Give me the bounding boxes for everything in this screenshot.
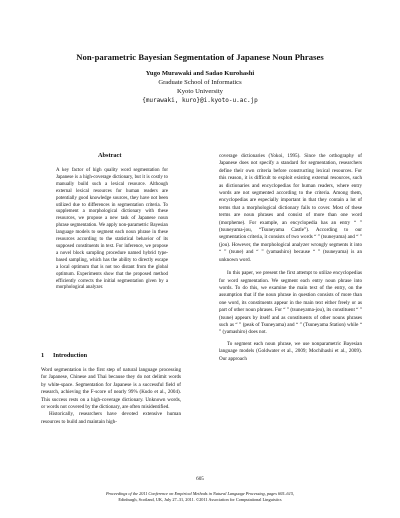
intro-paragraph-2: Historically, researchers have devoted extensive human resources to build and maintain high- (41, 411, 181, 425)
right-paragraph-2: In this paper, we present the first attempt to utilize encyclopedias for word segmentation. We segment each entry noun phrase into words. To do this, we examine the main text of the entry, on the assumption that if the noun phrase in question consists of more than one word, its constituents appear in the main text either freely or as part of other noun phrases. For “ ” (tsuneyama-jou), its constituent “ ” (tsune) appears by itself and as constituents of other nouns phrases such as “ ” (peak of Tsuneyama) and “ ” (Tsuneyama Station) while “ ” (yamashiro) does not. (219, 270, 362, 336)
footer-line-1: Proceedings of the 2011 Conference on Empirical Methods in Natural Language Processing, pages 605–615, (105, 491, 295, 496)
proceedings-footer (40, 491, 360, 503)
abstract-heading: Abstract (98, 152, 122, 159)
section-title: Introduction (53, 352, 88, 359)
abstract-text: A key factor of high quality word segmentation for Japanese is a high-coverage dictionary, but it is costly to manually build such a lexical resource. Although external lexical resources for human readers are potentially good knowledge sources, they have not been utilized due to differences in segmentation criteria. To supplement a morphological dictionary with these resources, we propose a new task of Japanese noun phrase segmentation. We apply non-parametric Bayesian language models to segment each noun phrase in these resources according to the statistical behavior of its supposed constituents in text. For inference, we propose a novel block sampling procedure named hybrid type-based sampling, which has the ability to directly escape a local optimum that is not too distant from the global optimum. Experiments show that the proposed method efficiently corrects the initial segmentation given by a morphological analyzer. (56, 168, 168, 291)
affiliation-university: Kyoto University (177, 87, 223, 95)
right-paragraph-3: To segment each noun phrase, we use nonparametric Bayesian language models (Goldwater et al., 2009; Mochihashi et al., 2009). Our approach (219, 340, 362, 362)
footer-line-2: Edinburgh, Scotland, UK, July 27–31, 2011. ©2011 Association for Computational Linguistics (118, 496, 282, 502)
author-block (60, 70, 340, 106)
intro-paragraph-1: Word segmentation is the first step of natural language processing for Japanese, Chinese and Thai because they do not delimit words by white-space. Segmentation for Japanese is a successful field of research, achieving the F-score of nearly 99% (Kudo et al., 2004). This success rests on a high-coverage dictionary. Unknown words, or words not covered by the dictionary, are often misidentified. (41, 367, 181, 411)
section-number: 1 (41, 352, 45, 359)
author-email: {murawaki, kuro}@i.kyoto-u.ac.jp (142, 96, 258, 104)
right-column (219, 153, 362, 363)
author-names: Yugo Murawaki and Sadao Kurohashi (145, 70, 255, 77)
page-number: 605 (196, 476, 204, 482)
affiliation-school: Graduate School of Informatics (158, 78, 242, 86)
paper-title: Non-parametric Bayesian Segmentation of Japanese Noun Phrases (76, 52, 324, 62)
introduction-body (41, 367, 181, 426)
right-paragraph-1: coverage dictionaries (Yokoi, 1995). Since the orthography of Japanese does not specify a standard for segmentation, researchers define their own criteria before constructing lexical resources. For this reason, it is difficult to exploit existing external resources, such as dictionaries and encyclopedias for human readers, where entry words are not segmented according to the criteria. Among them, encyclopedias are especially important in that they contain a lot of terms that a morphological dictionary fails to cover. Most of these terms are noun phrases and consist of more than one word (morpheme). For example, an encyclopedia has an entry “ ” (tsuneyama-jou, “Tsuneyama Castle”). According to our segmentation criteria, it consists of two words “ ” (tsuneyama) and “ ” (jou). However, the morphological analyzer wrongly segments it into “ ” (tsune) and “ ” (yamashiro) because “ ” (tsuneyama) is an unknown word. (219, 153, 363, 263)
introduction-heading (41, 352, 87, 359)
